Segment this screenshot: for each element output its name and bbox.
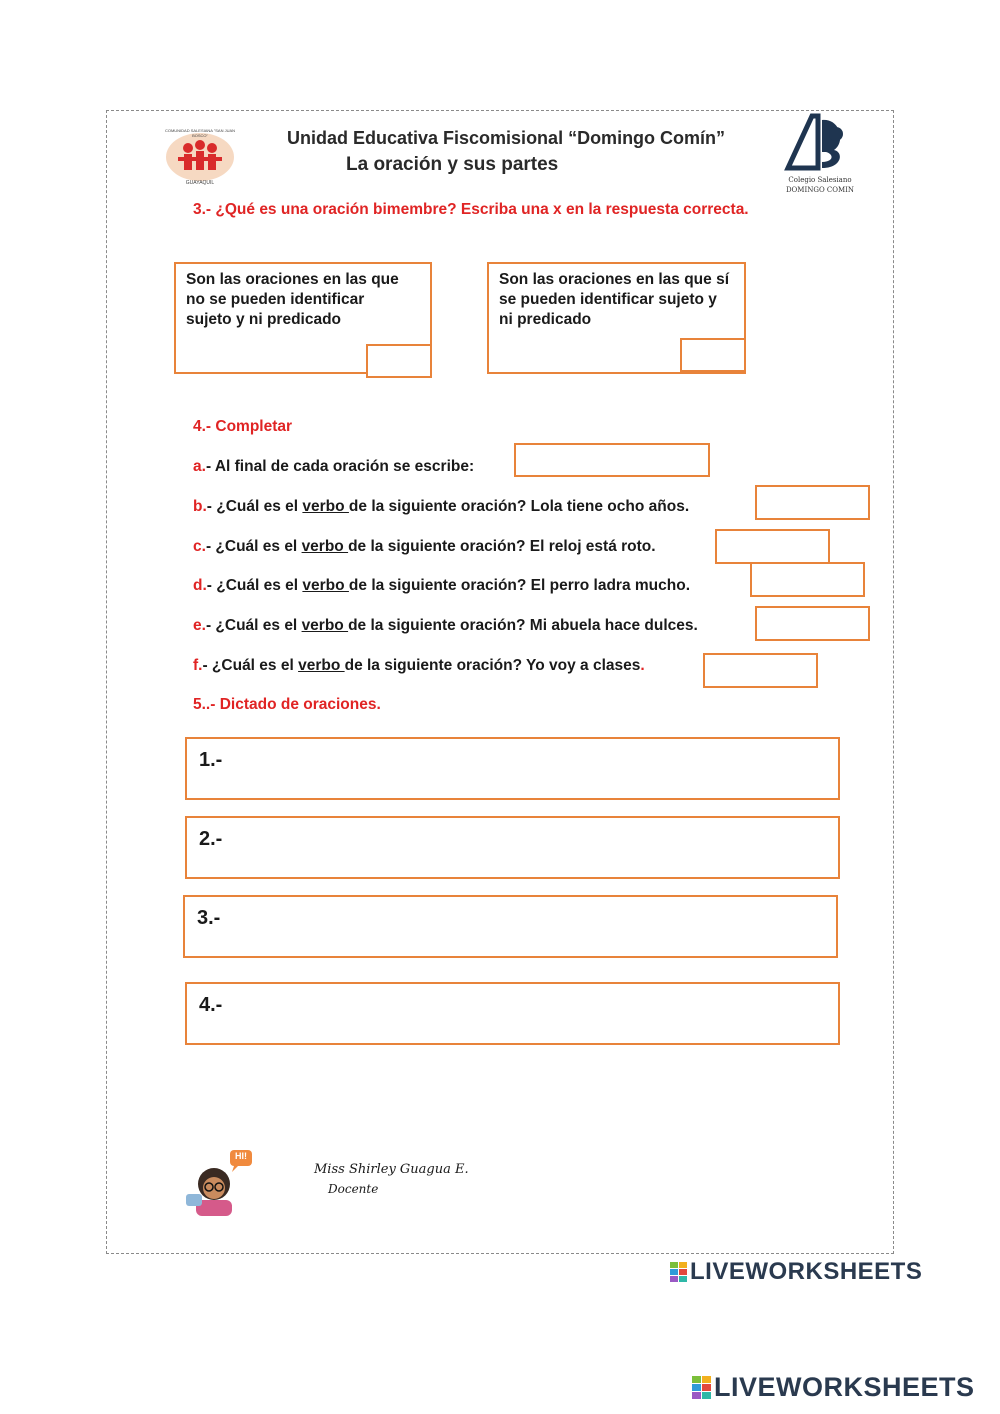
answer-f-input[interactable] (703, 653, 818, 688)
answer-e-input[interactable] (755, 606, 870, 641)
school-community-logo (160, 126, 240, 188)
teacher-role: Docente (328, 1182, 379, 1196)
teacher-avatar (182, 1148, 258, 1218)
item-c-letter: c. (193, 538, 206, 555)
question-4-heading: 4.- Completar (193, 418, 293, 435)
item-d-pre: - ¿Cuál es el (206, 577, 303, 594)
dictation-line-2[interactable] (185, 816, 840, 879)
colegio-logo (782, 112, 858, 202)
dictation-label-1: 1.- (199, 749, 223, 771)
item-c-verb: verbo (301, 538, 349, 555)
item-c-pre: - ¿Cuál es el (205, 538, 302, 555)
lw-badge-icon (670, 1261, 688, 1283)
dictation-label-2: 2.- (199, 828, 223, 850)
option-a-answer-box[interactable] (366, 344, 432, 378)
liveworksheets-brand-inner: LIVEWORKSHEETS (690, 1258, 923, 1285)
answer-d-input[interactable] (750, 562, 865, 597)
item-c-post: de la siguiente oración? El reloj está roto. (348, 538, 656, 555)
left-logo-top-text: COMUNIDAD SALESIANA "SAN JUAN BOSCO" (164, 128, 236, 138)
item-b-post: de la siguiente oración? Lola tiene ocho años. (348, 498, 690, 515)
worksheet-title: La oración y sus partes (346, 154, 559, 175)
question-5-heading: 5..- Dictado de oraciones. (193, 696, 381, 713)
item-a-letter: a. (193, 458, 206, 475)
item-b-pre: - ¿Cuál es el (206, 498, 303, 515)
item-d (193, 577, 690, 595)
item-b (193, 498, 689, 516)
item-e (193, 617, 698, 635)
dictation-label-4: 4.- (199, 994, 223, 1016)
item-a (193, 458, 474, 476)
liveworksheets-logo-inner (670, 1258, 922, 1286)
item-f-end: . (640, 657, 645, 674)
avatar-bubble-text: HI! (235, 1151, 247, 1161)
item-f-verb: verbo (298, 657, 345, 674)
left-logo-bottom-text: GUAYAQUIL (185, 180, 215, 186)
item-d-post: de la siguiente oración? El perro ladra mucho. (348, 577, 690, 594)
item-e-post: de la siguiente oración? Mi abuela hace dulces. (348, 617, 698, 634)
item-d-verb: verbo (302, 577, 349, 594)
colegio-logo-line1: Colegio Salesiano (788, 176, 852, 184)
item-e-letter: e. (193, 617, 206, 634)
item-e-pre: - ¿Cuál es el (205, 617, 302, 634)
answer-a-input[interactable] (514, 443, 710, 477)
dictation-line-3[interactable] (183, 895, 838, 958)
item-d-letter: d. (193, 577, 207, 594)
answer-b-input[interactable] (755, 485, 870, 520)
item-c (193, 538, 656, 556)
liveworksheets-brand: LIVEWORKSHEETS (714, 1372, 975, 1402)
dictation-line-4[interactable] (185, 982, 840, 1045)
item-e-verb: verbo (301, 617, 349, 634)
lw-badge-icon-main (692, 1375, 712, 1401)
answer-c-input[interactable] (715, 529, 830, 564)
teacher-name: Miss Shirley Guagua E. (314, 1162, 469, 1177)
dictation-line-1[interactable] (185, 737, 840, 800)
option-b-answer-box[interactable] (680, 338, 746, 372)
option-a-text: Son las oraciones en las que no se pueden identificar sujeto y ni predicado (186, 271, 399, 328)
colegio-logo-line2: DOMINGO COMIN (785, 186, 855, 194)
question-3: 3.- ¿Qué es una oración bimembre? Escriba una x en la respuesta correcta. (193, 201, 749, 218)
dictation-label-3: 3.- (197, 907, 221, 929)
liveworksheets-logo[interactable] (692, 1372, 975, 1404)
school-name: Unidad Educativa Fiscomisional “Domingo Comín” (287, 128, 726, 148)
item-a-text: - Al final de cada oración se escribe: (205, 458, 475, 475)
item-f-post: de la siguiente oración? Yo voy a clases (344, 657, 641, 674)
item-f-pre: - ¿Cuál es el (202, 657, 299, 674)
item-f (193, 657, 645, 675)
item-b-letter: b. (193, 498, 207, 515)
item-f-letter: f. (193, 657, 203, 674)
item-b-verb: verbo (302, 498, 349, 515)
option-b-text: Son las oraciones en las que sí se pueden identificar sujeto y ni predicado (499, 271, 730, 328)
